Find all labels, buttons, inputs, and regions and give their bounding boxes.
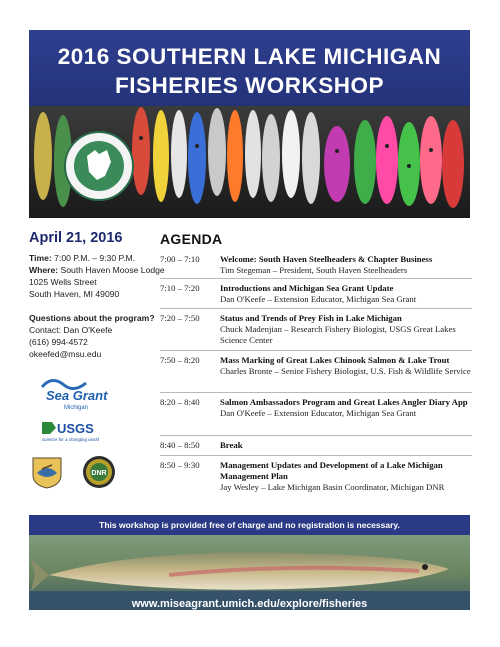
contact-question bbox=[29, 312, 155, 324]
agenda-item-title: Management Updates and Development of a Lake Michigan Management Plan bbox=[220, 460, 443, 481]
dnr-seal-text: DNR bbox=[91, 470, 107, 477]
agenda-time: 7:50 – 8:20 bbox=[160, 355, 200, 365]
agenda-time: 7:20 – 7:50 bbox=[160, 313, 200, 323]
agenda-item-title: Mass Marking of Great Lakes Chinook Salmon & Lake Trout bbox=[220, 355, 450, 365]
time-value: 7:00 P.M. – 9:30 P.M. bbox=[54, 253, 136, 263]
title-line-1: 2016 SOUTHERN LAKE MICHIGAN bbox=[57, 44, 442, 69]
michigan-dnr-seal bbox=[82, 455, 116, 489]
divider bbox=[160, 455, 472, 456]
agenda-time: 8:50 – 9:30 bbox=[160, 460, 200, 470]
agenda-time: 8:40 – 8:50 bbox=[160, 440, 200, 450]
event-date: April 21, 2016 bbox=[29, 230, 123, 246]
event-location bbox=[29, 264, 165, 276]
agenda-item-title: Status and Trends of Prey Fish in Lake Michigan bbox=[220, 313, 402, 323]
steelheaders-emblem bbox=[65, 132, 133, 200]
usgs-logo-tagline: science for a changing world bbox=[42, 437, 100, 442]
contact-email[interactable]: okeefed@msu.edu bbox=[29, 349, 102, 359]
sea-grant-logo-subtext: Michigan bbox=[64, 405, 89, 411]
sea-grant-logo-text: Sea Grant bbox=[46, 388, 108, 403]
title-banner bbox=[29, 30, 470, 106]
agenda-item-speaker: Dan O'Keefe – Extension Educator, Michigan Sea Grant bbox=[220, 408, 417, 418]
agenda-time: 7:00 – 7:10 bbox=[160, 254, 200, 264]
fishing-lures-photo bbox=[29, 106, 470, 218]
agenda-item-speaker: Jay Wesley – Lake Michigan Basin Coordinator, Michigan DNR bbox=[220, 482, 445, 492]
usgs-logo-text: USGS bbox=[57, 421, 94, 436]
title-line-2: FISHERIES WORKSHOP bbox=[114, 73, 385, 98]
divider bbox=[160, 278, 472, 279]
agenda-item-title: Break bbox=[220, 440, 243, 450]
agenda-item-speaker: Tim Stegeman – President, South Haven Steelheaders bbox=[220, 265, 408, 275]
divider bbox=[160, 435, 472, 436]
divider bbox=[160, 350, 472, 351]
sea-grant-logo bbox=[40, 373, 110, 411]
agenda-item-speaker: Chuck Madenjian – Research Fishery Biologist, USGS Great Lakes Science Center bbox=[220, 324, 456, 345]
divider bbox=[160, 392, 472, 393]
address-line-1: 1025 Wells Street bbox=[29, 277, 97, 287]
fish-wildlife-service-seal bbox=[30, 455, 64, 489]
agenda-item-speaker: Charles Bronte – Senior Fishery Biologist, U.S. Fish & Wildlife Service bbox=[220, 366, 471, 376]
where-value: South Haven Moose Lodge bbox=[60, 265, 165, 275]
usgs-logo bbox=[40, 418, 112, 442]
agenda-heading: AGENDA bbox=[160, 231, 223, 247]
where-label: Where: bbox=[29, 265, 59, 275]
time-label: Time: bbox=[29, 253, 52, 263]
agenda-item-title: Salmon Ambassadors Program and Great Lakes Angler Diary App bbox=[220, 397, 468, 407]
agenda-item-speaker: Dan O'Keefe – Extension Educator, Michigan Sea Grant bbox=[220, 294, 417, 304]
address-line-2: South Haven, MI 49090 bbox=[29, 289, 120, 299]
event-time bbox=[29, 252, 135, 264]
free-workshop-notice: This workshop is provided free of charge and no registration is necessary. bbox=[29, 515, 470, 535]
agenda-item-title: Welcome: South Haven Steelheaders & Chapter Business bbox=[220, 254, 433, 264]
agenda-time: 8:20 – 8:40 bbox=[160, 397, 200, 407]
agenda-time: 7:10 – 7:20 bbox=[160, 283, 200, 293]
divider bbox=[160, 308, 472, 309]
website-link[interactable]: www.miseagrant.umich.edu/explore/fisheries bbox=[131, 598, 368, 610]
agenda-item-title: Introductions and Michigan Sea Grant Update bbox=[220, 283, 394, 293]
contact-phone: (616) 994-4572 bbox=[29, 337, 88, 347]
contact-question-text: Questions about the program? bbox=[29, 313, 155, 323]
contact-name: Contact: Dan O'Keefe bbox=[29, 325, 113, 335]
